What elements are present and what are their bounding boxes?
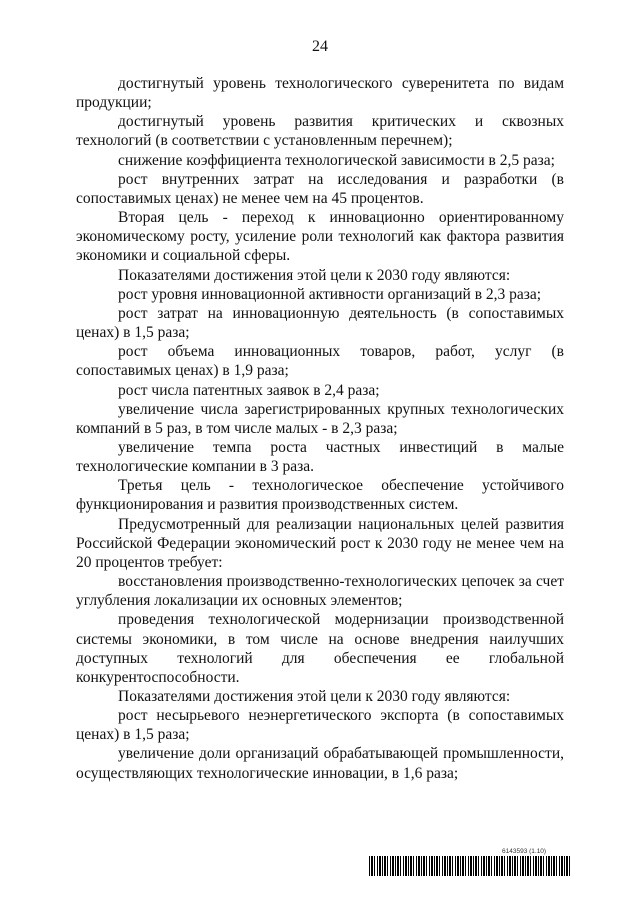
- paragraph: Третья цель - технологическое обеспечение устойчивого функционирования и развития производственных систем.: [76, 477, 564, 514]
- paragraph: рост уровня инновационной активности организаций в 2,3 раза;: [118, 285, 542, 303]
- paragraph: рост внутренних затрат на исследования и разработки (в сопоставимых ценах) не менее чем на 45 процентов.: [76, 170, 564, 207]
- paragraph: увеличение темпа роста частных инвестиций в малые технологические компании в 3 раза.: [76, 438, 564, 476]
- paragraph: достигнутый уровень технологического суверенитета по видам продукции;: [76, 75, 564, 112]
- paragraph: Показателями достижения этой цели к 2030 году являются:: [118, 688, 511, 705]
- barcode: [369, 856, 570, 876]
- paragraph: достигнутый уровень развития критических и сквозных технологий (в соответствии с установленным перечнем);: [76, 113, 564, 150]
- paragraph: рост объема инновационных товаров, работ, услуг (в сопоставимых ценах) в 1,9 раза;: [76, 343, 564, 380]
- paragraph: Вторая цель - переход к инновационно ориентированному экономическому росту, усиление роли технологий как фактора развития экономики и социальной сферы.: [76, 209, 564, 265]
- paragraph: увеличение числа зарегистрированных крупных технологических компаний в 5 раз, в том числе малых - в 2,3 раза;: [76, 400, 564, 437]
- page-number: 24: [312, 38, 328, 55]
- paragraph: восстановления производственно-технологических цепочек за счет углубления локализации их основных элементов;: [76, 573, 564, 610]
- paragraph: рост числа патентных заявок в 2,4 раза;: [118, 381, 380, 399]
- paragraph: увеличение доли организаций обрабатывающей промышленности, осуществляющих технологические инновации, в 1,6 раза;: [76, 745, 564, 782]
- paragraph: снижение коэффициента технологической зависимости в 2,5 раза;: [118, 151, 555, 169]
- document-body: [76, 74, 564, 783]
- paragraph: рост затрат на инновационную деятельность (в сопоставимых ценах) в 1,5 раза;: [76, 304, 564, 342]
- paragraph: проведения технологической модернизации производственной системы экономики, в том числе на основе внедрения наилучших доступных технологий для обеспечения ее глобальной конкурентоспособности.: [76, 611, 564, 686]
- paragraph: Предусмотренный для реализации национальных целей развития Российской Федерации экономический рост к 2030 году не менее чем на 20 процентов требует:: [76, 515, 564, 571]
- paragraph: Показателями достижения этой цели к 2030 году являются:: [118, 266, 511, 284]
- paragraph: рост несырьевого неэнергетического экспорта (в сопоставимых ценах) в 1,5 раза;: [76, 707, 564, 744]
- barcode-id: 6143593 (1.10): [502, 848, 547, 855]
